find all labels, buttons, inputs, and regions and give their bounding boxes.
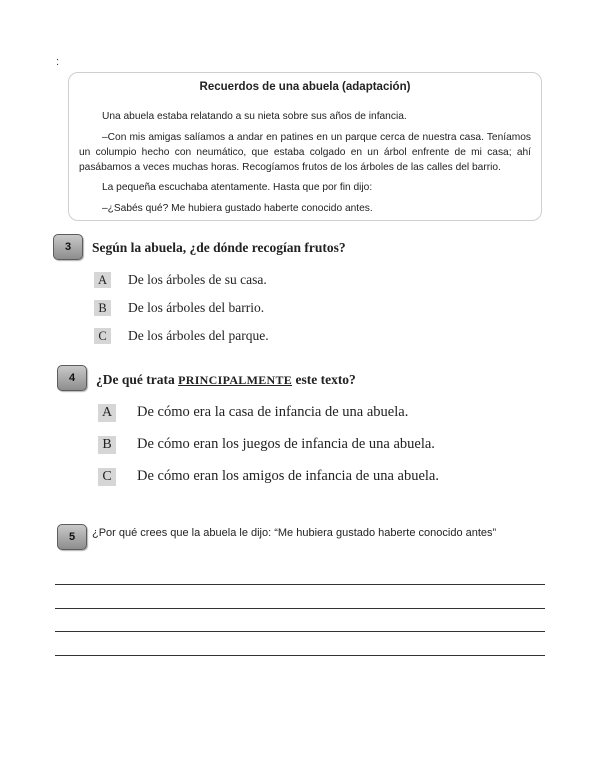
reading-paragraph-3: La pequeña escuchaba atentamente. Hasta que por fin dijo:	[102, 182, 373, 193]
option-b-letter[interactable]: B	[98, 436, 116, 454]
answer-line[interactable]	[55, 655, 545, 656]
option-c-letter[interactable]: C	[98, 468, 116, 486]
reading-paragraph-1: Una abuela estaba relatando a su nieta sobre sus años de infancia.	[102, 111, 407, 122]
question-4-text-pre: ¿De qué trata	[96, 372, 179, 387]
reading-title: Recuerdos de una abuela (adaptación)	[199, 81, 411, 93]
question-number-badge: 5	[57, 524, 87, 550]
option-c-text[interactable]: De cómo eran los amigos de infancia de una abuela.	[137, 468, 439, 484]
option-b-text[interactable]: De cómo eran los juegos de infancia de una abuela.	[137, 436, 435, 452]
question-number-badge: 3	[53, 234, 83, 260]
answer-line[interactable]	[55, 608, 545, 609]
option-c-text[interactable]: De los árboles del parque.	[128, 328, 269, 343]
reading-passage	[68, 72, 542, 221]
reading-paragraph-2: –Con mis amigas salíamos a andar en patines en un parque cerca de nuestra casa. Teníamos un columpio hecho con neumático, que estaba colgado en un árbol enfrente de mi casa; ahí pasábamos a veces muchas horas. Recogíamos frutos de los árboles de las calles del barrio.	[79, 132, 531, 173]
option-b-letter[interactable]: B	[94, 300, 111, 316]
question-4-text-post: este texto?	[292, 372, 356, 387]
header-colon: :	[56, 56, 60, 68]
option-a-text[interactable]: De cómo era la casa de infancia de una abuela.	[137, 404, 409, 420]
option-a-letter[interactable]: A	[98, 404, 116, 422]
option-a-letter[interactable]: A	[94, 272, 111, 288]
answer-line[interactable]	[55, 631, 545, 632]
question-3-text: Según la abuela, ¿de dónde recogían frutos?	[92, 240, 346, 255]
option-b-text[interactable]: De los árboles del barrio.	[128, 300, 265, 315]
option-c-letter[interactable]: C	[94, 328, 111, 344]
question-4-text	[96, 372, 356, 388]
reading-paragraph-4: –¿Sabés qué? Me hubiera gustado haberte conocido antes.	[102, 203, 373, 214]
answer-line[interactable]	[55, 584, 545, 585]
question-4-emphasis: PRINCIPALMENTE	[178, 373, 293, 387]
option-a-text[interactable]: De los árboles de su casa.	[128, 272, 267, 287]
question-5-text: ¿Por qué crees que la abuela le dijo: “Me hubiera gustado haberte conocido antes”	[92, 527, 497, 539]
question-number-badge: 4	[57, 365, 87, 391]
